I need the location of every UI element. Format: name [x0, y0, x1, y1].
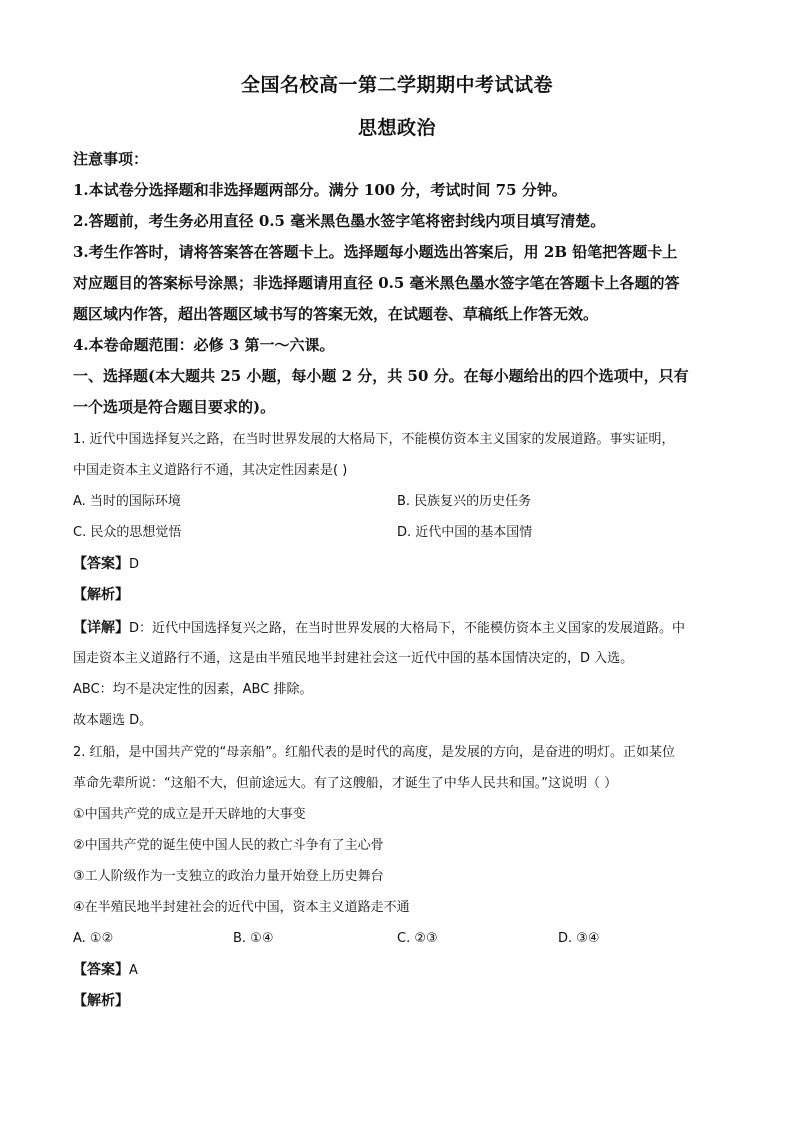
exam-title: 全国名校高一第二学期期中考试试卷 — [240, 74, 553, 96]
q1-answer — [73, 554, 139, 575]
q2-option-b: B. ①④ — [233, 931, 274, 946]
subject-title: 思想政治 — [357, 117, 436, 139]
q1-detail-text-1: D：近代中国选择复兴之路，在当时世界发展的大格局下，不能模仿资本主义国家的发展道路。中 — [129, 621, 686, 636]
q1-detail-tag: 【详解】 — [73, 620, 129, 636]
q2-statement-3: ③工人阶级作为一支独立的政治力量开始登上历史舞台 — [73, 869, 384, 884]
q1-option-a: A. 当时的国际环境 — [73, 494, 181, 509]
q1-detail-line-3: ABC：均不是决定性的因素，ABC 排除。 — [73, 682, 313, 697]
q1-answer-tag: 【答案】 — [73, 556, 129, 572]
q2-answer-value: A — [129, 963, 138, 978]
q2-option-d: D. ③④ — [558, 931, 600, 946]
q1-stem-line-1: 1. 近代中国选择复兴之路，在当时世界发展的大格局下，不能模仿资本主义国家的发展道路。事实证明， — [73, 432, 675, 447]
q1-stem-line-2: 中国走资本主义道路行不通，其决定性因素是( ) — [73, 463, 348, 478]
q2-analysis-tag: 【解析】 — [73, 993, 129, 1009]
notice-heading: 注意事项： — [73, 150, 149, 168]
q1-analysis-tag: 【解析】 — [73, 587, 129, 603]
q1-answer-value: D — [129, 557, 140, 572]
q2-answer — [73, 960, 138, 981]
notice-item-4: 4.本卷命题范围：必修 3 第一～六课。 — [73, 336, 335, 354]
q2-option-a: A. ①② — [73, 931, 114, 946]
q1-detail-line-1 — [73, 618, 685, 639]
section-heading-line-2: 一个选项是符合题目要求的)。 — [73, 398, 276, 416]
q1-detail-line-4: 故本题选 D。 — [73, 713, 153, 728]
notice-item-3-line-3: 题区域内作答，超出答题区域书写的答案无效，在试题卷、草稿纸上作答无效。 — [73, 305, 599, 323]
q2-stem-line-2: 革命先辈所说：“这船不大，但前途远大。有了这艘船，才诞生了中华人民共和国。”这说明（ ） — [73, 776, 618, 791]
notice-item-3-line-1: 3.考生作答时，请将答案答在答题卡上。选择题每小题选出答案后，用 2B 铅笔把答题卡上 — [73, 243, 678, 261]
q2-option-c: C. ②③ — [397, 931, 438, 946]
q2-stem-line-1: 2. 红船，是中国共产党的“母亲船”。红船代表的是时代的高度，是发展的方向，是奋进的明灯。正如某位 — [73, 745, 676, 760]
q1-detail-line-2: 国走资本主义道路行不通，这是由半殖民地半封建社会这一近代中国的基本国情决定的，D 入选。 — [73, 651, 634, 666]
notice-item-3-line-2: 对应题目的答案标号涂黑；非选择题请用直径 0.5 毫米黑色墨水签字笔在答题卡上各题的答 — [73, 274, 680, 292]
q1-option-b: B. 民族复兴的历史任务 — [397, 494, 532, 509]
q1-option-c: C. 民众的思想觉悟 — [73, 525, 182, 540]
q2-statement-1: ①中国共产党的成立是开天辟地的大事变 — [73, 807, 306, 822]
q2-statement-4: ④在半殖民地半封建社会的近代中国，资本主义道路走不通 — [73, 900, 410, 915]
notice-item-1: 1.本试卷分选择题和非选择题两部分。满分 100 分，考试时间 75 分钟。 — [73, 181, 567, 199]
q2-answer-tag: 【答案】 — [73, 962, 129, 978]
q2-statement-2: ②中国共产党的诞生使中国人民的救亡斗争有了主心骨 — [73, 838, 384, 853]
q1-option-d: D. 近代中国的基本国情 — [397, 525, 533, 540]
section-heading-line-1: 一、选择题(本大题共 25 小题，每小题 2 分，共 50 分。在每小题给出的四个选项中，只有 — [73, 367, 689, 385]
notice-item-2: 2.答题前，考生务必用直径 0.5 毫米黑色墨水签字笔将密封线内项目填写清楚。 — [73, 212, 606, 230]
